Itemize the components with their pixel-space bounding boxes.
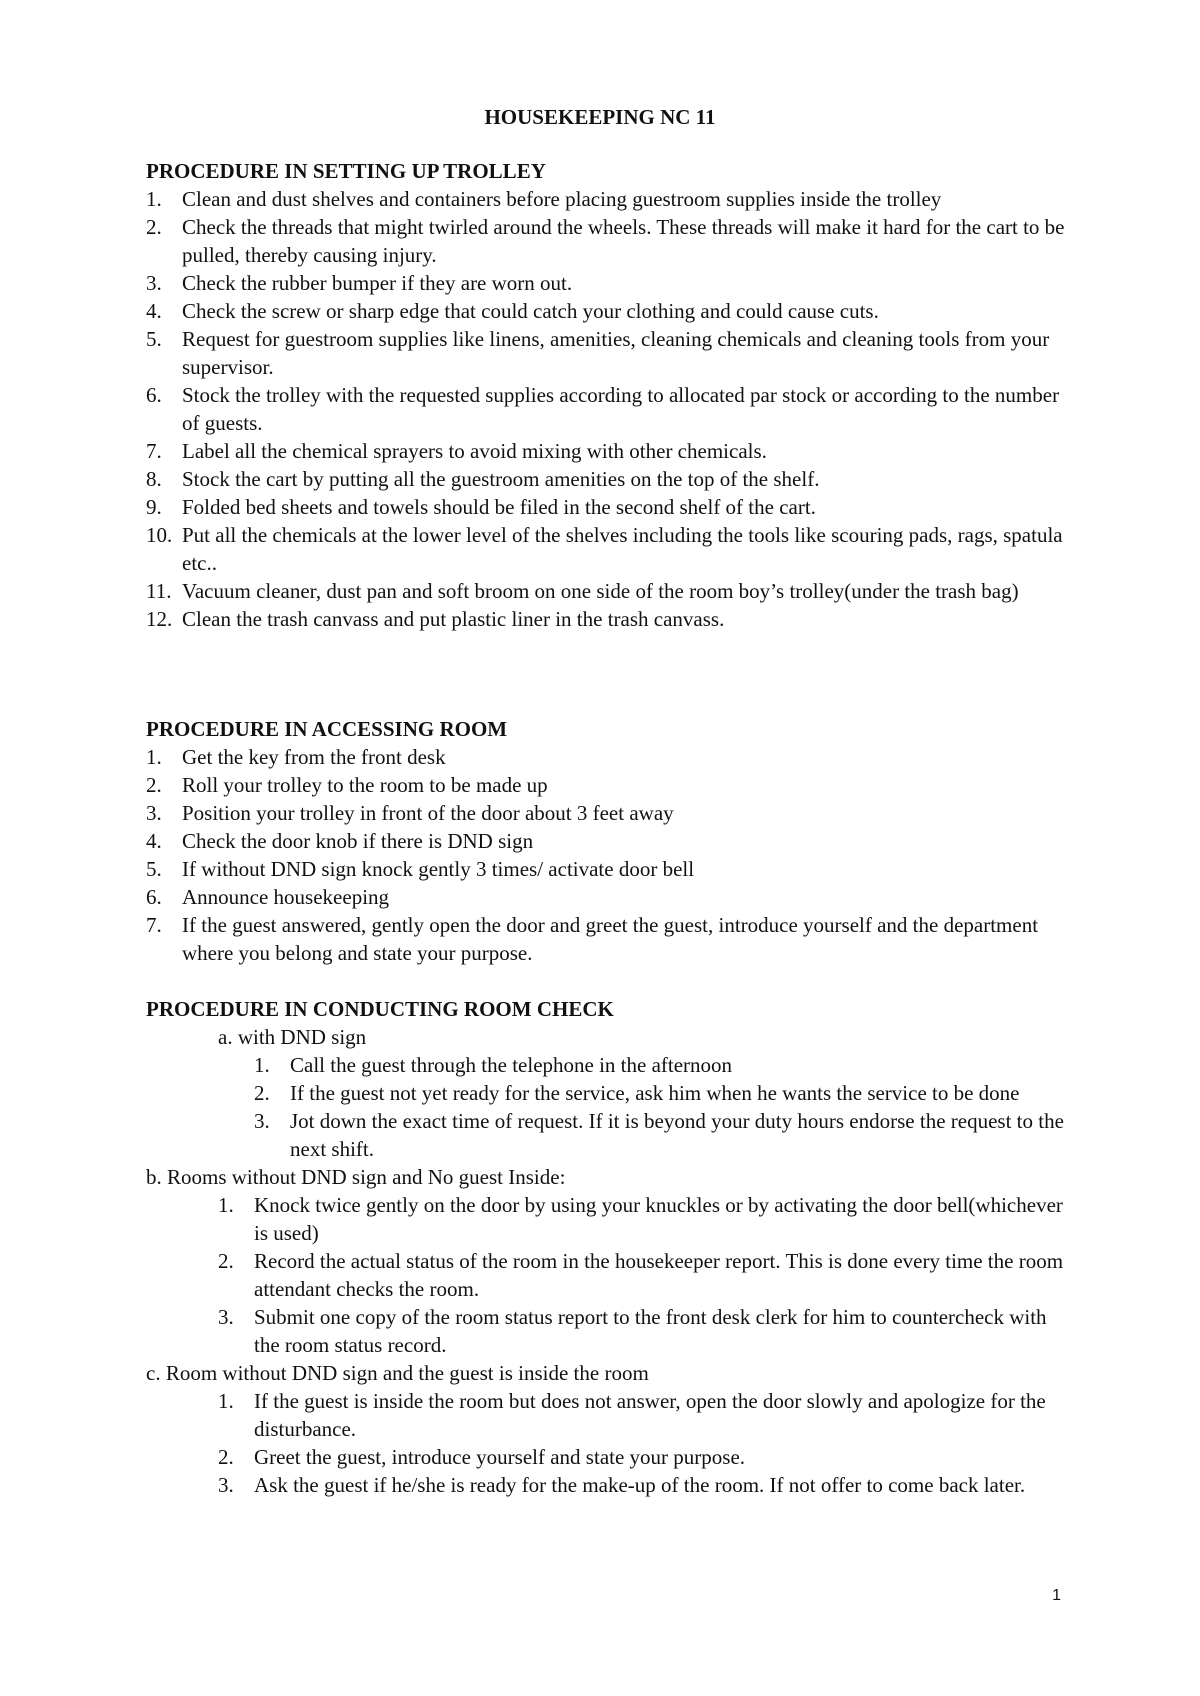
item-number: 2.: [146, 773, 162, 797]
list-item: [146, 911, 1086, 967]
item-text: Check the screw or sharp edge that could catch your clothing and could cause cuts.: [182, 299, 879, 323]
item-number: 6.: [146, 885, 162, 909]
item-text: Stock the cart by putting all the guestroom amenities on the top of the shelf.: [182, 467, 820, 491]
list-item: [146, 577, 1066, 605]
section-heading: PROCEDURE IN CONDUCTING ROOM CHECK: [146, 997, 614, 1021]
trolley-steps-list: [146, 185, 1066, 633]
subsection-c-steps-list: [146, 1387, 1066, 1499]
item-number: 4.: [146, 829, 162, 853]
item-text: Clean the trash canvass and put plastic liner in the trash canvass.: [182, 607, 725, 631]
subsection-b-steps-list: [146, 1191, 1066, 1359]
subsection-c-label: c. Room without DND sign and the guest is inside the room: [146, 1361, 649, 1385]
list-item: [146, 743, 1086, 771]
list-item: [146, 827, 1086, 855]
item-number: 1.: [254, 1053, 270, 1077]
list-item: [146, 883, 1086, 911]
item-number: 2.: [218, 1445, 234, 1469]
item-number: 5.: [146, 857, 162, 881]
item-text: Check the threads that might twirled around the wheels. These threads will make it hard for the cart to be pulled, thereby causing injury.: [182, 215, 1065, 267]
list-item: [146, 855, 1086, 883]
item-text: Get the key from the front desk: [182, 745, 446, 769]
item-text: Record the actual status of the room in the housekeeper report. This is done every time the room attendant checks the room.: [254, 1249, 1064, 1301]
subsection-a-steps-list: [146, 1051, 1066, 1163]
item-text: Put all the chemicals at the lower level of the shelves including the tools like scouring pads, rags, spatula etc..: [182, 523, 1063, 575]
item-number: 11.: [146, 579, 172, 603]
item-number: 3.: [146, 801, 162, 825]
item-number: 1.: [146, 187, 162, 211]
item-text: Position your trolley in front of the door about 3 feet away: [182, 801, 674, 825]
subsection-b-label: b. Rooms without DND sign and No guest Inside:: [146, 1165, 566, 1189]
item-number: 12.: [146, 607, 173, 631]
item-text: If the guest answered, gently open the door and greet the guest, introduce yourself and the department where you belong and state your purpose.: [182, 913, 1039, 965]
list-item: [146, 381, 1066, 437]
item-text: If the guest is inside the room but does not answer, open the door slowly and apologize for the disturbance.: [254, 1389, 1046, 1441]
document-title: HOUSEKEEPING NC 11: [484, 105, 716, 129]
item-number: 1.: [218, 1193, 234, 1217]
list-item: [146, 269, 1066, 297]
item-number: 10.: [146, 523, 173, 547]
list-item: [146, 213, 1066, 269]
list-item: [146, 185, 1066, 213]
section-setting-up-trolley: [146, 157, 1066, 633]
list-item: [146, 799, 1086, 827]
item-text: Greet the guest, introduce yourself and state your purpose.: [254, 1445, 746, 1469]
list-item: [146, 771, 1086, 799]
list-item: [146, 493, 1066, 521]
item-number: 7.: [146, 439, 162, 463]
item-number: 4.: [146, 299, 162, 323]
item-text: If the guest not yet ready for the service, ask him when he wants the service to be done: [290, 1081, 1020, 1105]
item-number: 3.: [218, 1305, 234, 1329]
list-item: [218, 1191, 1066, 1247]
item-number: 7.: [146, 913, 162, 937]
list-item: [218, 1303, 1066, 1359]
list-item: [254, 1079, 1066, 1107]
section-heading: PROCEDURE IN ACCESSING ROOM: [146, 717, 508, 741]
item-number: 1.: [146, 745, 162, 769]
item-text: Check the rubber bumper if they are worn out.: [182, 271, 573, 295]
section-heading: PROCEDURE IN SETTING UP TROLLEY: [146, 159, 546, 183]
item-text: Check the door knob if there is DND sign: [182, 829, 534, 853]
list-item: [146, 297, 1066, 325]
subsection-a-label: a. with DND sign: [218, 1025, 367, 1049]
list-item: [218, 1443, 1066, 1471]
item-text: If without DND sign knock gently 3 times/ activate door bell: [182, 857, 695, 881]
item-text: Roll your trolley to the room to be made up: [182, 773, 548, 797]
list-item: [146, 605, 1066, 633]
item-text: Vacuum cleaner, dust pan and soft broom on one side of the room boy’s trolley(under the trash bag): [182, 579, 1019, 603]
item-text: Submit one copy of the room status report to the front desk clerk for him to countercheck with the room status record.: [254, 1305, 1047, 1357]
item-number: 5.: [146, 327, 162, 351]
item-number: 3.: [146, 271, 162, 295]
list-item: [146, 325, 1066, 381]
list-item: [218, 1471, 1066, 1499]
list-item: [146, 521, 1066, 577]
item-text: Request for guestroom supplies like linens, amenities, cleaning chemicals and cleaning tools from your supervisor.: [182, 327, 1050, 379]
item-number: 2.: [254, 1081, 270, 1105]
item-number: 6.: [146, 383, 162, 407]
list-item: [146, 437, 1066, 465]
list-item: [218, 1247, 1066, 1303]
item-text: Folded bed sheets and towels should be filed in the second shelf of the cart.: [182, 495, 816, 519]
section-accessing-room: [146, 715, 1086, 967]
item-number: 2.: [146, 215, 162, 239]
item-text: Knock twice gently on the door by using your knuckles or by activating the door bell(whichever is used): [254, 1193, 1063, 1245]
item-text: Label all the chemical sprayers to avoid mixing with other chemicals.: [182, 439, 767, 463]
list-item: [254, 1107, 1066, 1163]
list-item: [146, 465, 1066, 493]
list-item: [254, 1051, 1066, 1079]
section-conducting-room-check: [146, 995, 1066, 1499]
item-text: Announce housekeeping: [182, 885, 390, 909]
accessing-room-steps-list: [146, 743, 1086, 967]
item-number: 3.: [254, 1109, 270, 1133]
item-text: Ask the guest if he/she is ready for the make-up of the room. If not offer to come back later.: [254, 1473, 1026, 1497]
item-text: Clean and dust shelves and containers before placing guestroom supplies inside the trolley: [182, 187, 942, 211]
page-number: 1: [1052, 1587, 1061, 1604]
item-text: Call the guest through the telephone in the afternoon: [290, 1053, 733, 1077]
item-number: 2.: [218, 1249, 234, 1273]
item-number: 9.: [146, 495, 162, 519]
item-text: Jot down the exact time of request. If it is beyond your duty hours endorse the request to the next shift.: [290, 1109, 1064, 1161]
item-text: Stock the trolley with the requested supplies according to allocated par stock or according to the number of guests.: [182, 383, 1060, 435]
item-number: 8.: [146, 467, 162, 491]
item-number: 3.: [218, 1473, 234, 1497]
item-number: 1.: [218, 1389, 234, 1413]
list-item: [218, 1387, 1066, 1443]
